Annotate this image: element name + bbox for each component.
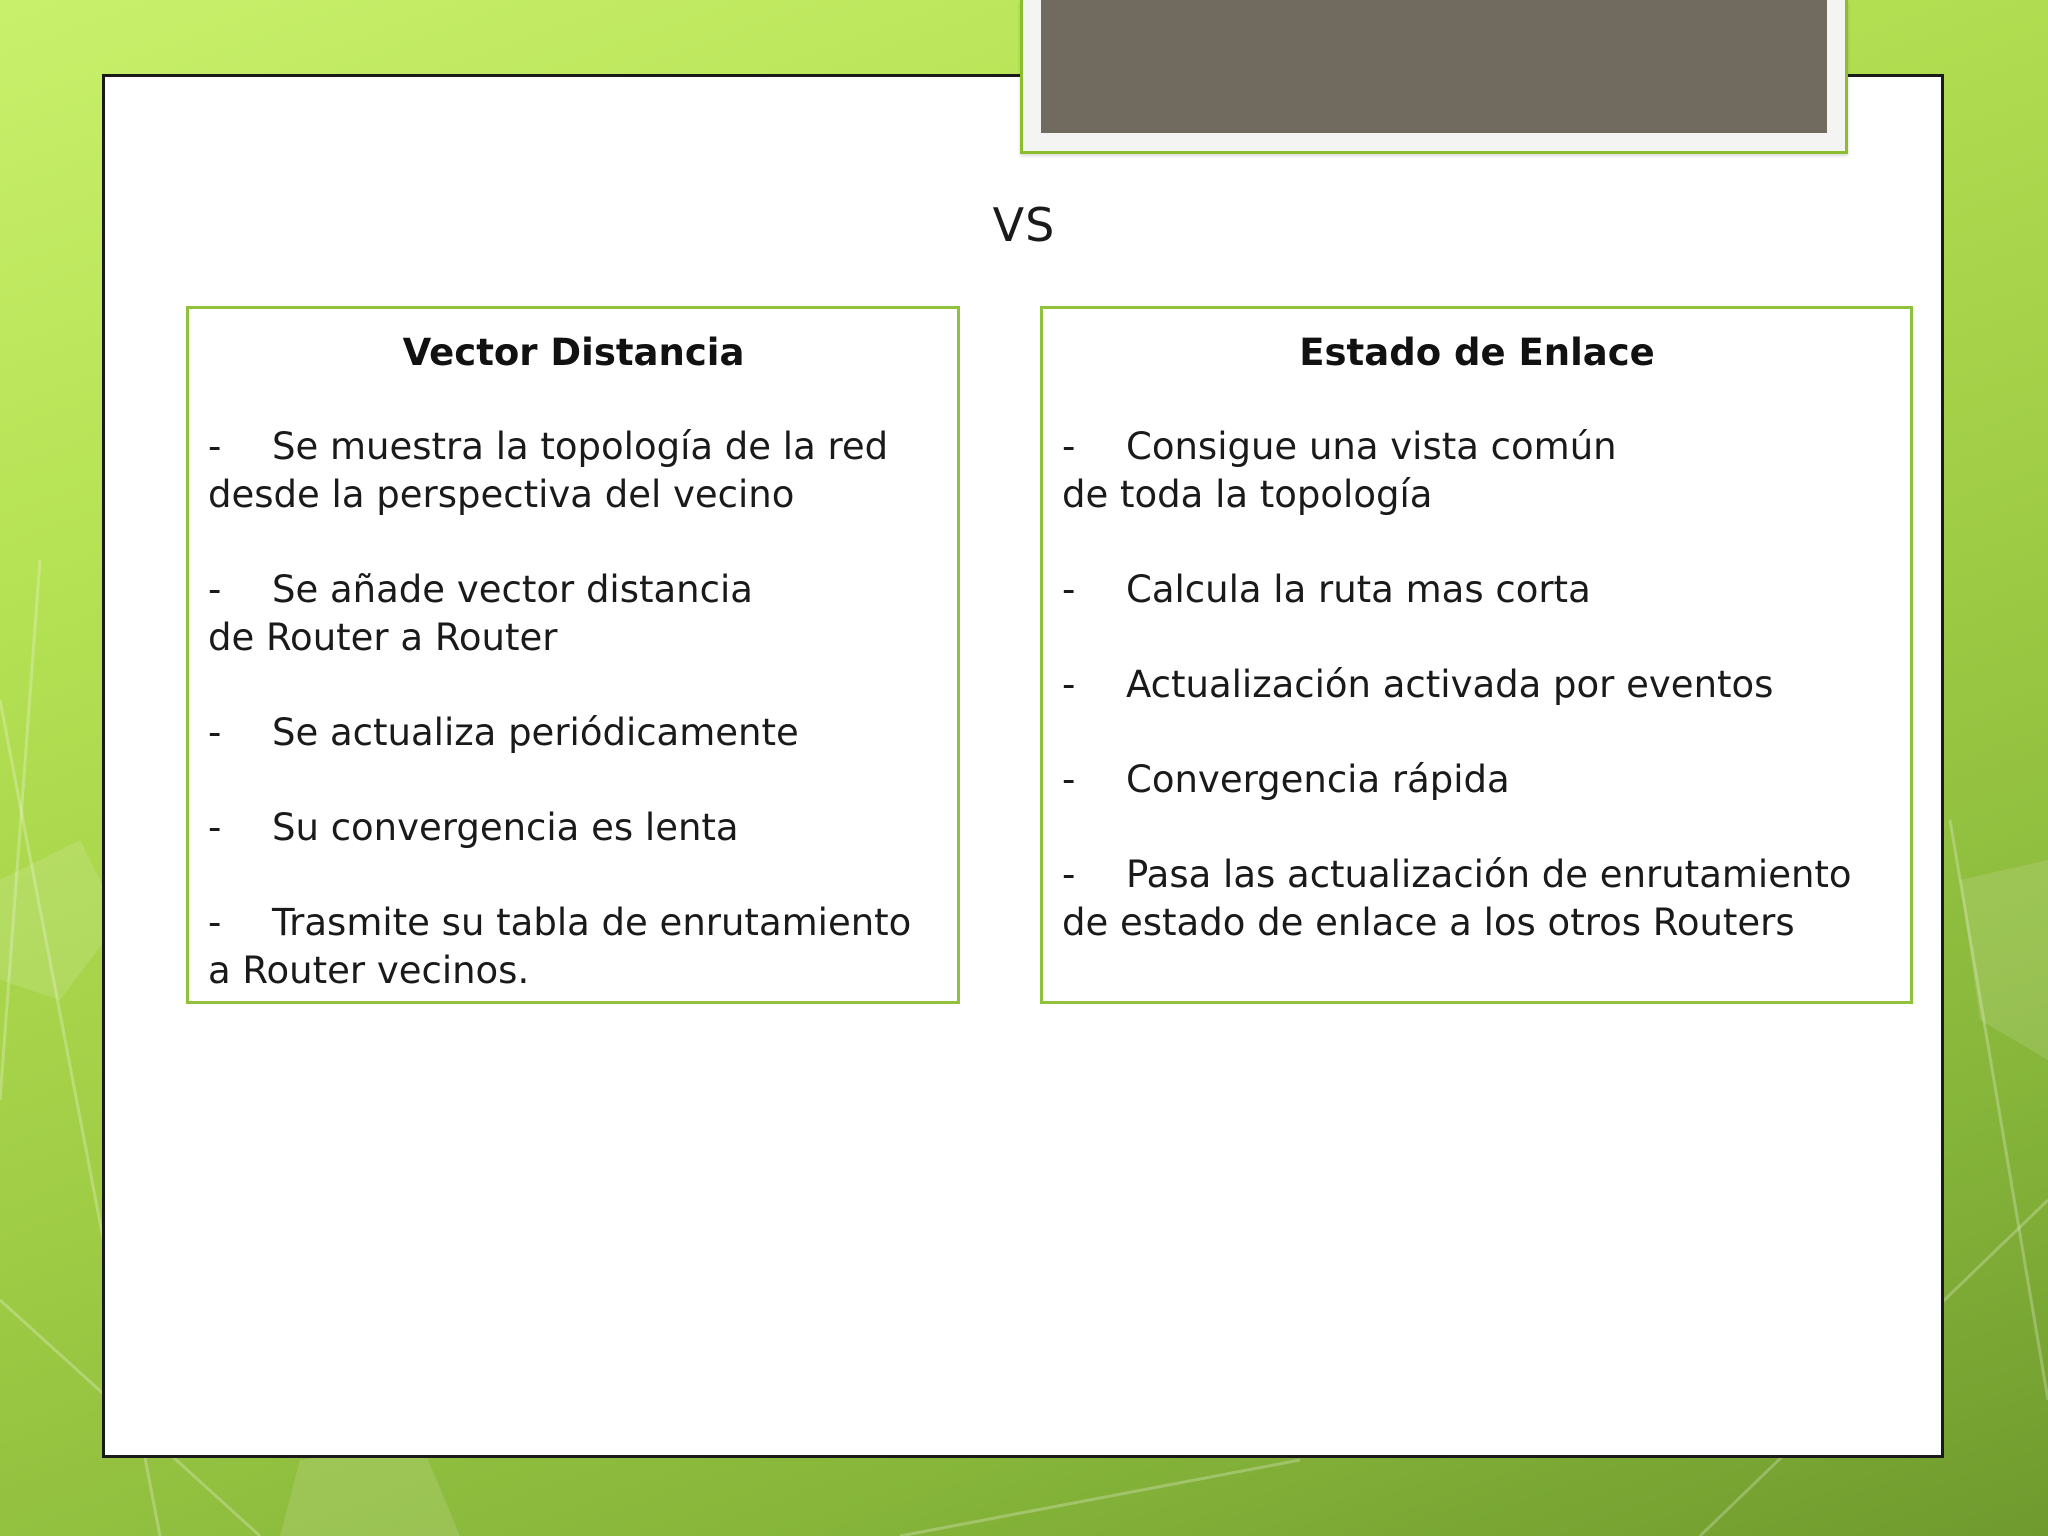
item-line: Se muestra la topología de la red <box>272 425 889 468</box>
list-item <box>208 899 939 995</box>
list-item <box>208 804 939 852</box>
list-item <box>1062 756 1892 804</box>
item-line: Convergencia rápida <box>1126 758 1510 801</box>
item-line: de toda la topología <box>1062 473 1433 516</box>
list-item <box>208 709 939 757</box>
vector-distance-title: Vector Distancia <box>402 331 745 374</box>
list-item <box>1062 851 1892 947</box>
item-line: a Router vecinos. <box>208 949 530 992</box>
bullet-dash: - <box>208 901 222 944</box>
bullet-dash: - <box>1062 425 1076 468</box>
item-line: Se actualiza periódicamente <box>272 711 799 754</box>
vector-distance-box <box>186 306 960 1004</box>
link-state-box <box>1040 306 1913 1004</box>
item-line: Consigue una vista común <box>1126 425 1617 468</box>
title-placeholder <box>1020 0 1848 154</box>
item-line: desde la perspectiva del vecino <box>208 473 795 516</box>
list-item <box>208 423 939 519</box>
bullet-dash: - <box>208 711 222 754</box>
item-line: Se añade vector distancia <box>272 568 753 611</box>
list-item <box>208 566 939 662</box>
bullet-dash: - <box>1062 758 1076 801</box>
bullet-dash: - <box>1062 853 1076 896</box>
item-line: Actualización activada por eventos <box>1126 663 1774 706</box>
title-bar <box>1041 0 1827 133</box>
item-line: de estado de enlace a los otros Routers <box>1062 901 1795 944</box>
item-line: de Router a Router <box>208 616 558 659</box>
vs-heading: VS <box>992 198 1056 252</box>
link-state-title: Estado de Enlace <box>1299 331 1655 374</box>
bullet-dash: - <box>1062 663 1076 706</box>
item-line: Trasmite su tabla de enrutamiento <box>272 901 912 944</box>
bullet-dash: - <box>208 806 222 849</box>
bullet-dash: - <box>208 425 222 468</box>
bullet-dash: - <box>1062 568 1076 611</box>
item-line: Pasa las actualización de enrutamiento <box>1126 853 1852 896</box>
bullet-dash: - <box>208 568 222 611</box>
item-line: Calcula la ruta mas corta <box>1126 568 1591 611</box>
list-item <box>1062 661 1892 709</box>
list-item <box>1062 423 1892 519</box>
list-item <box>1062 566 1892 614</box>
item-line: Su convergencia es lenta <box>272 806 739 849</box>
